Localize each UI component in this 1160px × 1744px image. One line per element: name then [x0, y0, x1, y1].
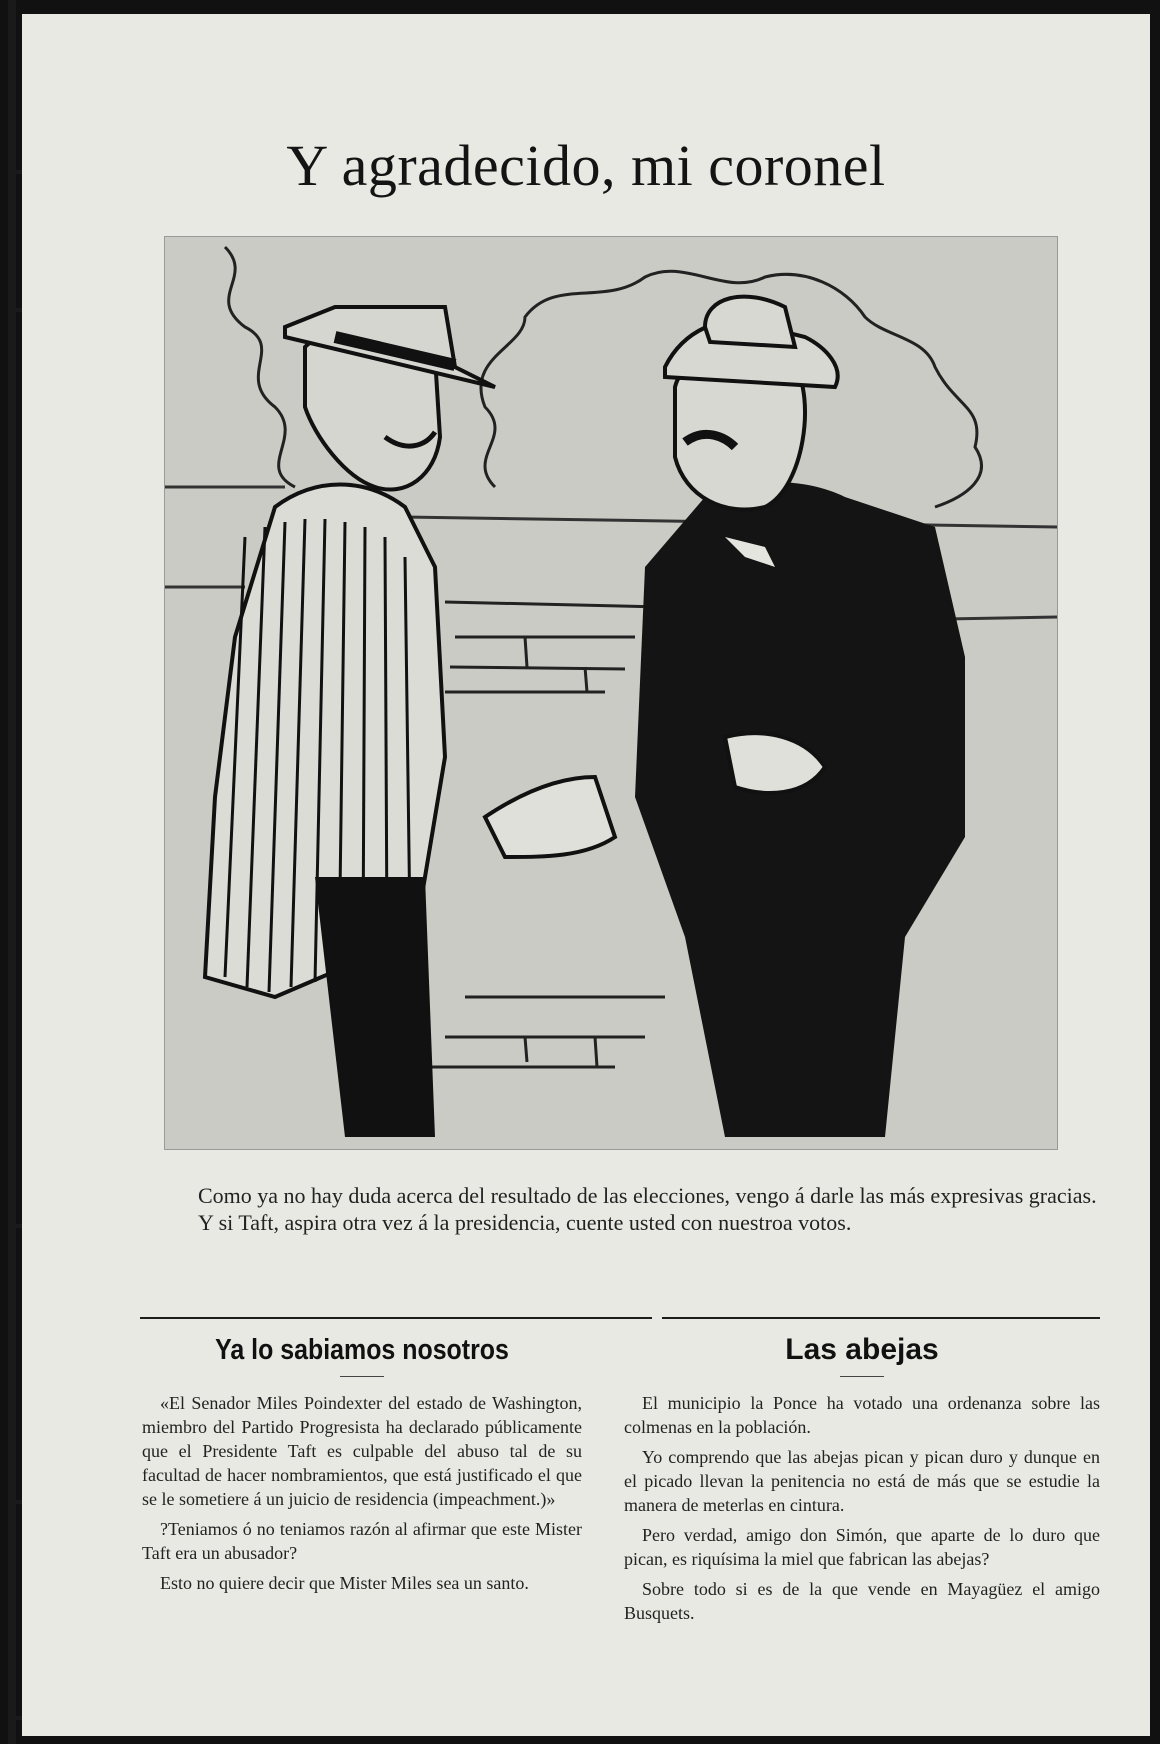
article-paragraph: «El Senador Miles Poindexter del estado de Washington, miembro del Partido Progresista ha declarado públicamente que el Presidente Taft es culpable del abuso tal de su facultad de hacer nombramientos, que está justificado el que se le sometiere á un juicio de residencia (impeachment.)» — [142, 1393, 582, 1509]
newspaper-page — [22, 14, 1150, 1736]
heading-dash — [840, 1376, 884, 1377]
heading-dash — [340, 1376, 384, 1377]
article-heading: Ya lo sabiamos nosotros — [215, 1334, 509, 1366]
page-title: Y agradecido, mi coronel — [286, 133, 886, 198]
article-paragraph: El municipio la Ponce ha votado una ordenanza sobre las colmenas en la población. — [624, 1393, 1100, 1437]
caption-line: Como ya no hay duda acerca del resultado de las elecciones, vengo á darle las más expresivas gracias. — [198, 1183, 1097, 1208]
article-paragraph: Yo comprendo que las abejas pican y pican duro y dunque en el picado llevan la penitencia no está de más que se estudie la manera de meterlas en cintura. — [624, 1447, 1100, 1515]
article-heading: Las abejas — [785, 1333, 939, 1366]
cartoon-drawing — [165, 237, 1057, 1149]
article-paragraph: Pero verdad, amigo don Simón, que aparte de lo duro que pican, es riquísima la miel que fabrican las abejas? — [624, 1525, 1100, 1569]
cartoon-caption — [140, 1182, 1100, 1236]
cartoon-illustration — [164, 236, 1058, 1150]
right-article — [624, 1332, 1100, 1631]
caption-line: Y si Taft, aspira otra vez á la presidencia, cuente usted con nuestroa votos. — [198, 1210, 852, 1235]
article-paragraph: Esto no quiere decir que Mister Miles sea un santo. — [160, 1573, 529, 1593]
article-paragraph: Sobre todo si es de la que vende en Mayagüez el amigo Busquets. — [624, 1579, 1100, 1623]
article-paragraph: ?Teniamos ó no teniamos razón al afirmar que este Mister Taft era un abusador? — [142, 1519, 582, 1563]
section-divider — [140, 1317, 652, 1319]
left-article — [142, 1332, 582, 1601]
page-binding — [8, 0, 16, 1744]
section-divider — [662, 1317, 1100, 1319]
